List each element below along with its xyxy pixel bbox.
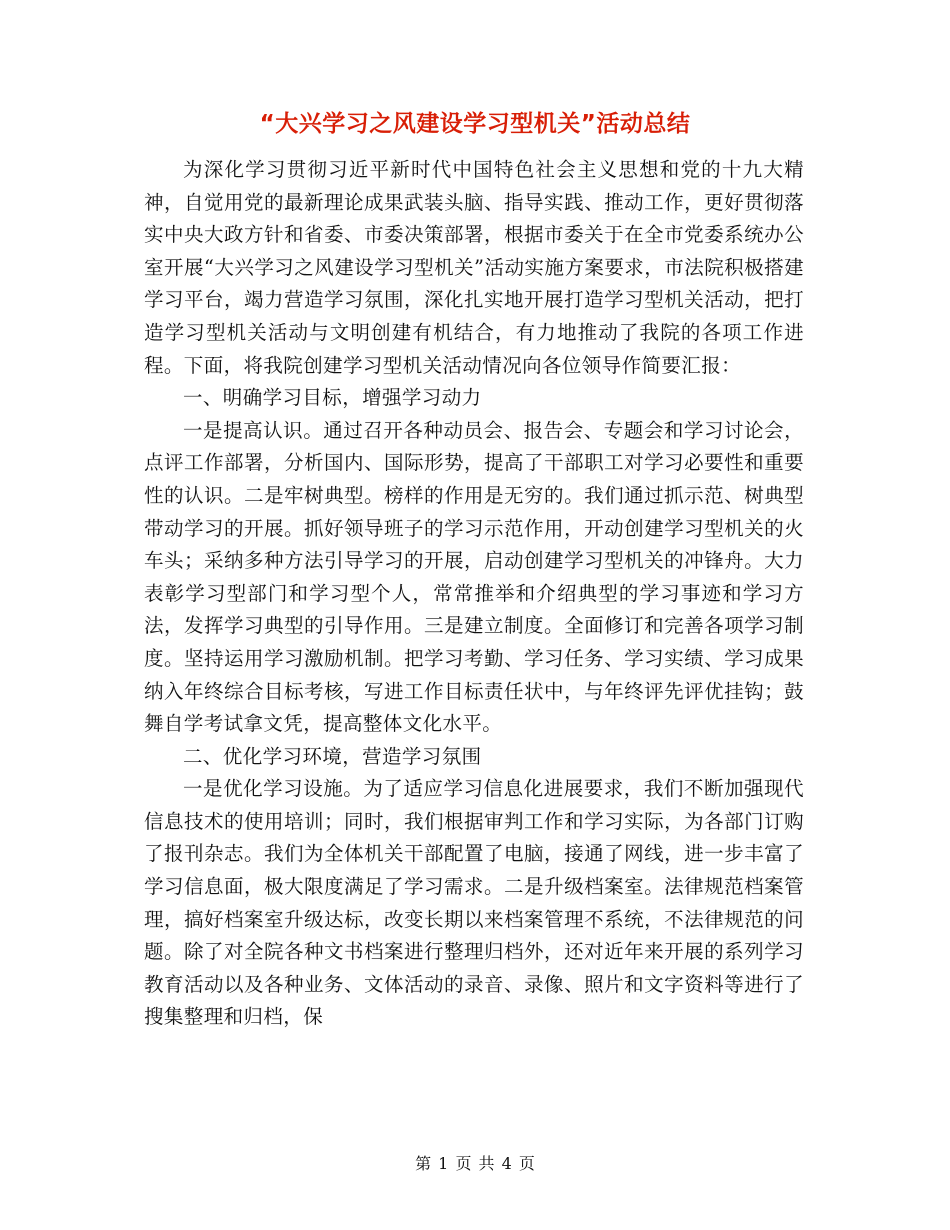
section-1-paragraph: 一是提高认识。通过召开各种动员会、报告会、专题会和学习讨论会，点评工作部署，分析国内、国际形势，提高了干部职工对学习必要性和重要性的认识。二是牢树典型。榜样的作用是无穷的。我们通过抓示范、树典型带动学习的开展。抓好领导班子的学习示范作用，开动创建学习型机关的火车头；采纳多种方法引导学习的开展，启动创建学习型机关的冲锋舟。大力表彰学习型部门和学习型个人，常常推举和介绍典型的学习事迹和学习方法，发挥学习典型的引导作用。三是建立制度。全面修订和完善各项学习制度。坚持运用学习激励机制。把学习考勤、学习任务、学习实绩、学习成果纳入年终综合目标考核，写进工作目标责任状中，与年终评先评优挂钩；鼓舞自学考试拿文凭，提高整体文化水平。 xyxy=(144,418,804,736)
section-heading-2: 二、优化学习环境，营造学习氛围 xyxy=(183,744,482,768)
document-body xyxy=(144,154,804,1034)
intro-paragraph: 为深化学习贯彻习近平新时代中国特色社会主义思想和党的十九大精神，自觉用党的最新理论成果武装头脑、指导实践、推动工作，更好贯彻落实中央大政方针和省委、市委决策部署，根据市委关于在全市党委系统办公室开展“大兴学习之风建设学习型机关”活动实施方案要求，市法院积极搭建学习平台，竭力营造学习氛围，深化扎实地开展打造学习型机关活动，把打造学习型机关活动与文明创建有机结合，有力地推动了我院的各项工作进程。下面，将我院创建学习型机关活动情况向各位领导作简要汇报： xyxy=(144,158,804,377)
section-2-paragraph: 一是优化学习设施。为了适应学习信息化进展要求，我们不断加强现代信息技术的使用培训；同时，我们根据审判工作和学习实际，为各部门订购了报刊杂志。我们为全体机关干部配置了电脑，接通了网线，进一步丰富了学习信息面，极大限度满足了学习需求。二是升级档案室。法律规范档案管理，搞好档案室升级达标，改变长期以来档案管理不系统，不法律规范的问题。除了对全院各种文书档案进行整理归档外，还对近年来开展的系列学习教育活动以及各种业务、文体活动的录音、录像、照片和文字资料等进行了搜集整理和归档，保 xyxy=(144,777,804,1029)
document-title: “大兴学习之风建设学习型机关”活动总结 xyxy=(259,111,691,137)
page-number-footer: 第 1 页 共 4 页 xyxy=(415,1154,535,1173)
section-heading-1: 一、明确学习目标，增强学习动力 xyxy=(183,386,482,410)
